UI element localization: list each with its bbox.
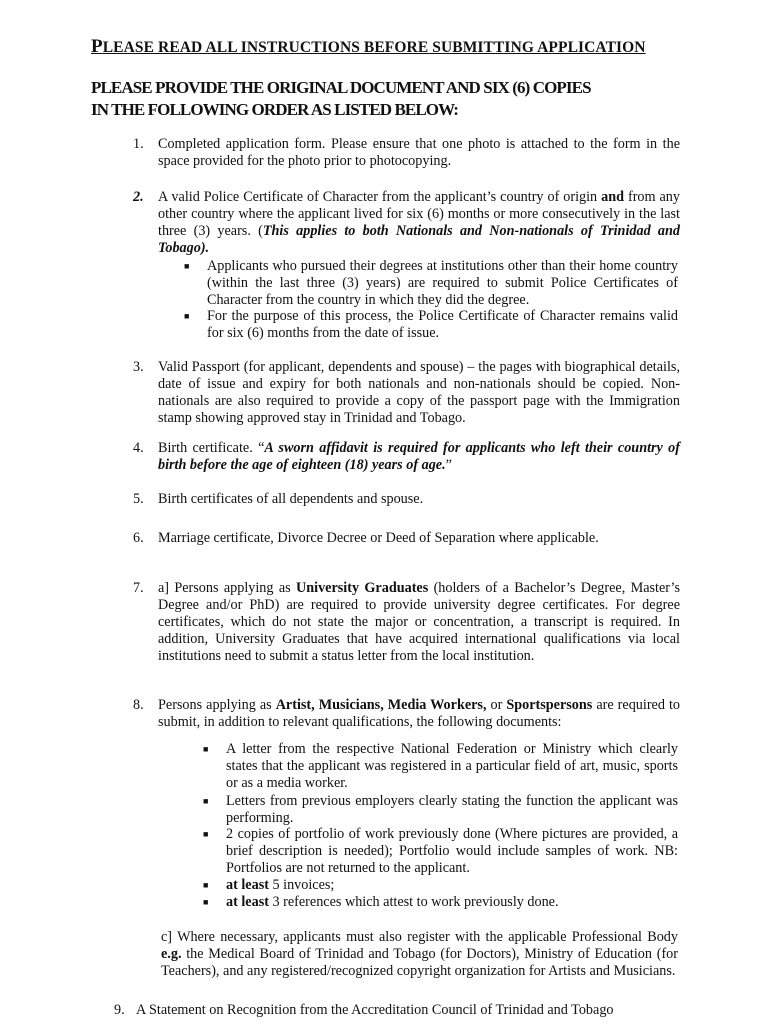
item-3-number: 3.: [133, 359, 144, 375]
item-2-text: A valid Police Certificate of Character from the applicant’s country of origin and from any other country where the applicant lived for six (6) months or more consecutively in the last three (3) years. (This applies to both Nationals and Non-nationals of Trinidad and Tobago).: [158, 189, 680, 256]
item-4-number: 4.: [133, 440, 144, 456]
item-6-number: 6.: [133, 530, 144, 546]
page-title: PLEASE READ ALL INSTRUCTIONS BEFORE SUBMITTING APPLICATION: [91, 36, 646, 57]
item-2-bullet-1: ■ Applicants who pursued their degrees at institutions other than their home country (within the last three (3) years) are required to submit Police Certificates of Character from the country in which they did the degree.: [184, 258, 678, 308]
bullet-icon: ■: [203, 744, 209, 754]
subtitle-line-1: PLEASE PROVIDE THE ORIGINAL DOCUMENT AND SIX (6) COPIES: [91, 78, 591, 97]
bullet-icon: ■: [203, 897, 209, 907]
item-8-number: 8.: [133, 697, 144, 713]
item-2-bullet-2: ■ For the purpose of this process, the Police Certificate of Character remains valid for six (6) months from the date of issue.: [184, 308, 678, 341]
item-8-c-text: c] Where necessary, applicants must also register with the applicable Professional Body e.g. the Medical Board of Trinidad and Tobago (for Doctors), Ministry of Education (for Teachers), and any registered/recognized copyright organization for Artists and Musicians.: [161, 929, 678, 979]
item-8-bullet-3: ■ 2 copies of portfolio of work previously done (Where pictures are provided, a brief description is needed); Portfolio would include samples of work. NB: Portfolios are not returned to the applicant.: [203, 826, 678, 876]
item-8-bullet-4: ■ at least 5 invoices;: [203, 877, 335, 893]
item-7-text: a] Persons applying as University Graduates (holders of a Bachelor’s Degree, Master’s Degree and/or PhD) are required to provide university degree certificates. For degree certificates, which do not state the major or concentration, a transcript is required. In addition, University Graduates that have acquired international qualifications via local institutions need to submit a status letter from the local institution.: [158, 580, 680, 664]
bullet-icon: ■: [203, 796, 209, 806]
bullet-icon: ■: [203, 829, 209, 839]
item-4-text: Birth certificate. “A sworn affidavit is required for applicants who left their country of birth before the age of eighteen (18) years of age.”: [158, 440, 681, 473]
item-9-text: A Statement on Recognition from the Accreditation Council of Trinidad and Tobago: [136, 1002, 614, 1018]
item-3-text: Valid Passport (for applicant, dependents and spouse) – the pages with biographical details, date of issue and expiry for both nationals and non-nationals should be copied. Non-nationals are also required to provide a copy of the passport page with the Immigration stamp showing approved stay in Trinidad and Tobago.: [158, 359, 680, 426]
item-2-number: 2.: [133, 189, 144, 205]
item-5-text: Birth certificates of all dependents and spouse.: [158, 491, 424, 507]
item-6-text: Marriage certificate, Divorce Decree or Deed of Separation where applicable.: [158, 530, 599, 546]
item-8-bullet-5: ■ at least 3 references which attest to work previously done.: [203, 894, 559, 910]
page-subtitle: [91, 77, 651, 121]
subtitle-line-2: IN THE FOLLOWING ORDER AS LISTED BELOW:: [91, 100, 459, 119]
item-5-number: 5.: [133, 491, 144, 507]
item-8-bullet-2: ■ Letters from previous employers clearly stating the function the applicant was performing.: [203, 793, 678, 826]
bullet-icon: ■: [184, 311, 190, 321]
item-8-bullet-1: ■ A letter from the respective National Federation or Ministry which clearly states that the applicant was registered in a particular field of art, music, sports or as a media worker.: [203, 741, 678, 791]
item-1-text: Completed application form. Please ensure that one photo is attached to the form in the space provided for the photo prior to photocopying.: [158, 136, 680, 169]
item-1-number: 1.: [133, 136, 144, 152]
bullet-icon: ■: [184, 261, 190, 271]
bullet-icon: ■: [203, 880, 209, 890]
item-7-number: 7.: [133, 580, 144, 596]
item-9-number: 9.: [114, 1002, 125, 1018]
item-8-text: Persons applying as Artist, Musicians, Media Workers, or Sportspersons are required to submit, in addition to relevant qualifications, the following documents:: [158, 697, 680, 730]
